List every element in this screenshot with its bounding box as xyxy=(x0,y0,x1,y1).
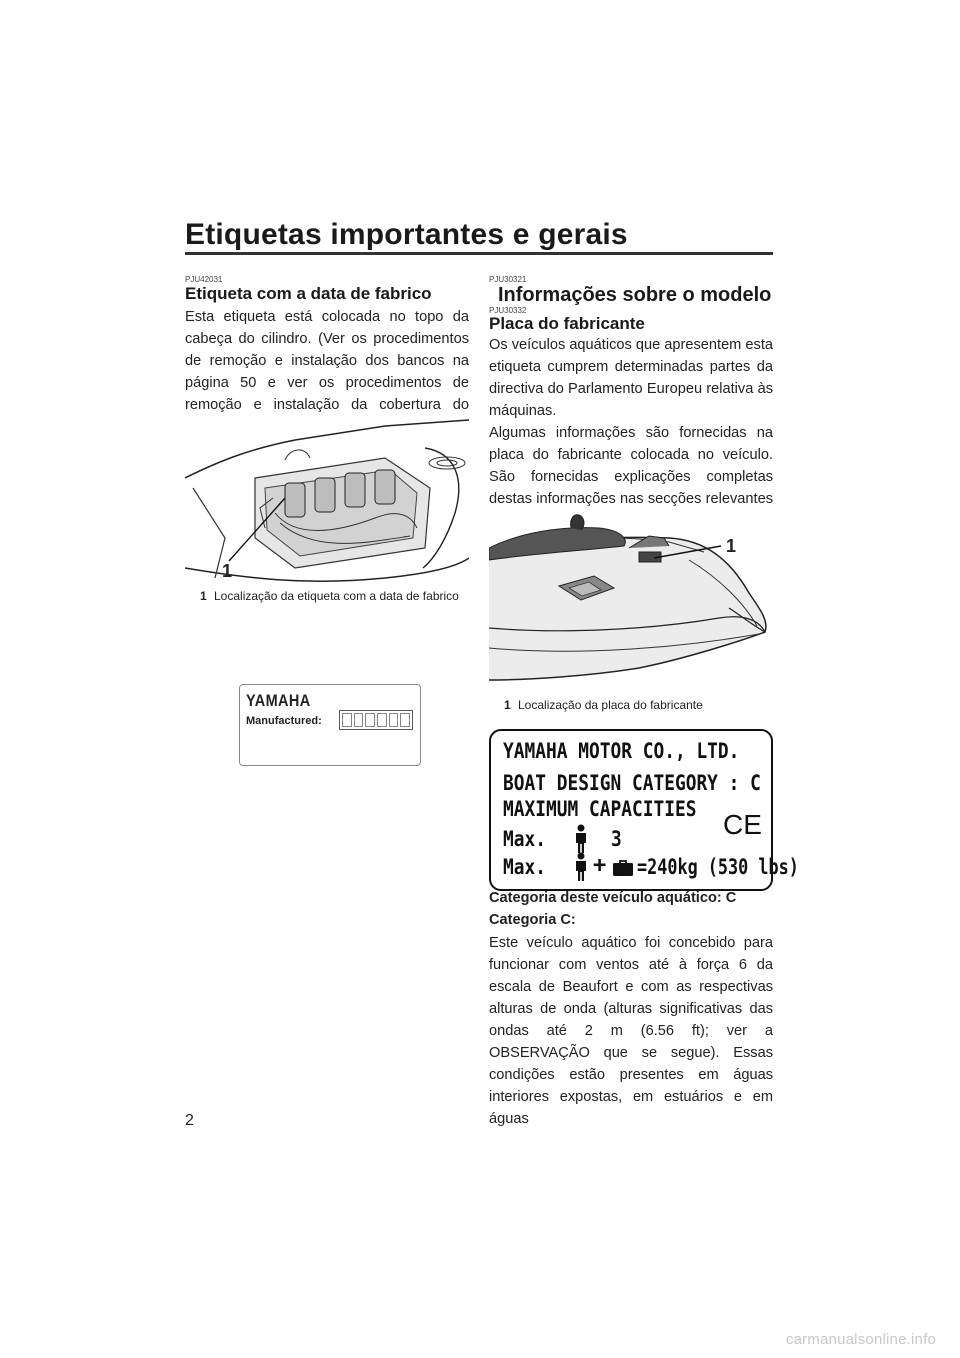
person-icon xyxy=(573,824,589,854)
paragraph-directive xyxy=(489,334,773,532)
title-divider xyxy=(185,252,773,255)
plate-design-category: BOAT DESIGN CATEGORY : C xyxy=(503,771,761,795)
ce-mark: CE xyxy=(723,809,762,840)
section-code: PJU30321 xyxy=(489,275,527,284)
page-number: 2 xyxy=(185,1112,194,1129)
section-code: PJU42031 xyxy=(185,275,223,284)
plus-sign: + xyxy=(593,853,607,878)
plate-max-persons-value: 3 xyxy=(611,827,622,851)
paragraph-text: Esta etiqueta está colocada no topo da cabeça do cilindro. (Ver os procedimentos de remoção e instalação dos bancos na página 50 e ver os procedimentos de remoção e instalação da cobertura do xyxy=(185,309,469,413)
page-title: Etiquetas importantes e gerais xyxy=(185,218,628,251)
manufacturer-plate xyxy=(489,729,799,891)
yamaha-logo-text: YAMAHA xyxy=(246,691,311,710)
plate-max-capacities: MAXIMUM CAPACITIES xyxy=(503,797,697,821)
date-stamp-field xyxy=(339,710,413,730)
person-icon xyxy=(573,852,589,882)
section-code: PJU30332 xyxy=(489,306,527,315)
plate-company: YAMAHA MOTOR CO., LTD. xyxy=(503,739,740,763)
paragraph-text: Os veículos aquáticos que apresentem esta etiqueta cumprem determinadas partes da directiva do Parlamento Europeu relativa às máquinas. xyxy=(489,337,773,419)
date-stamp-cell xyxy=(377,713,387,727)
figure-caption xyxy=(200,589,470,603)
callout-number: 1 xyxy=(726,536,737,556)
section-heading-manufacturer-plate: Placa do fabricante xyxy=(489,314,645,333)
caption-number: 1 xyxy=(504,698,511,712)
date-stamp-cell xyxy=(400,713,410,727)
category-line: Categoria deste veículo aquático: C xyxy=(489,890,737,906)
date-stamp-cell xyxy=(342,713,352,727)
manufacture-date-label xyxy=(239,684,421,766)
paragraph-text: Este veículo aquático foi concebido para funcionar com ventos até à força 6 da escala de Beaufort e com as respectivas alturas de onda (alturas significativas das ondas até 2 m (6.56 ft); ver a OBSERVAÇÃO que se segue). Essas condições estão presentes em águas interiores expostas, em estuários e em águas xyxy=(489,935,773,1127)
section-heading-model-info: Informações sobre o modelo xyxy=(498,284,772,306)
watermark: carmanualsonline.info xyxy=(785,1331,936,1348)
date-stamp-cell xyxy=(389,713,399,727)
category-heading: Categoria C: xyxy=(489,912,576,928)
caption-text: Localização da placa do fabricante xyxy=(518,698,703,712)
paragraph-category-c xyxy=(489,932,773,1130)
paragraph-text: Algumas informações são fornecidas na placa do fabricante colocada no veículo. São fornecidas explicações completas destas informações nas secções relevantes xyxy=(489,425,773,507)
luggage-icon xyxy=(613,860,633,876)
plate-max-persons-label: Max. xyxy=(503,827,546,851)
callout-number: 1 xyxy=(222,561,233,581)
caption-number: 1 xyxy=(200,589,207,603)
plate-max-load-label: Max. xyxy=(503,855,546,879)
plate-max-load-value: =240kg (530 lbs) xyxy=(637,855,799,879)
manufactured-label: Manufactured: xyxy=(246,715,322,727)
figure-caption xyxy=(504,698,774,712)
date-stamp-cell xyxy=(365,713,375,727)
section-heading-manufacture-date: Etiqueta com a data de fabrico xyxy=(185,284,432,303)
date-stamp-cell xyxy=(354,713,364,727)
caption-text: Localização da etiqueta com a data de fabrico xyxy=(214,589,459,603)
